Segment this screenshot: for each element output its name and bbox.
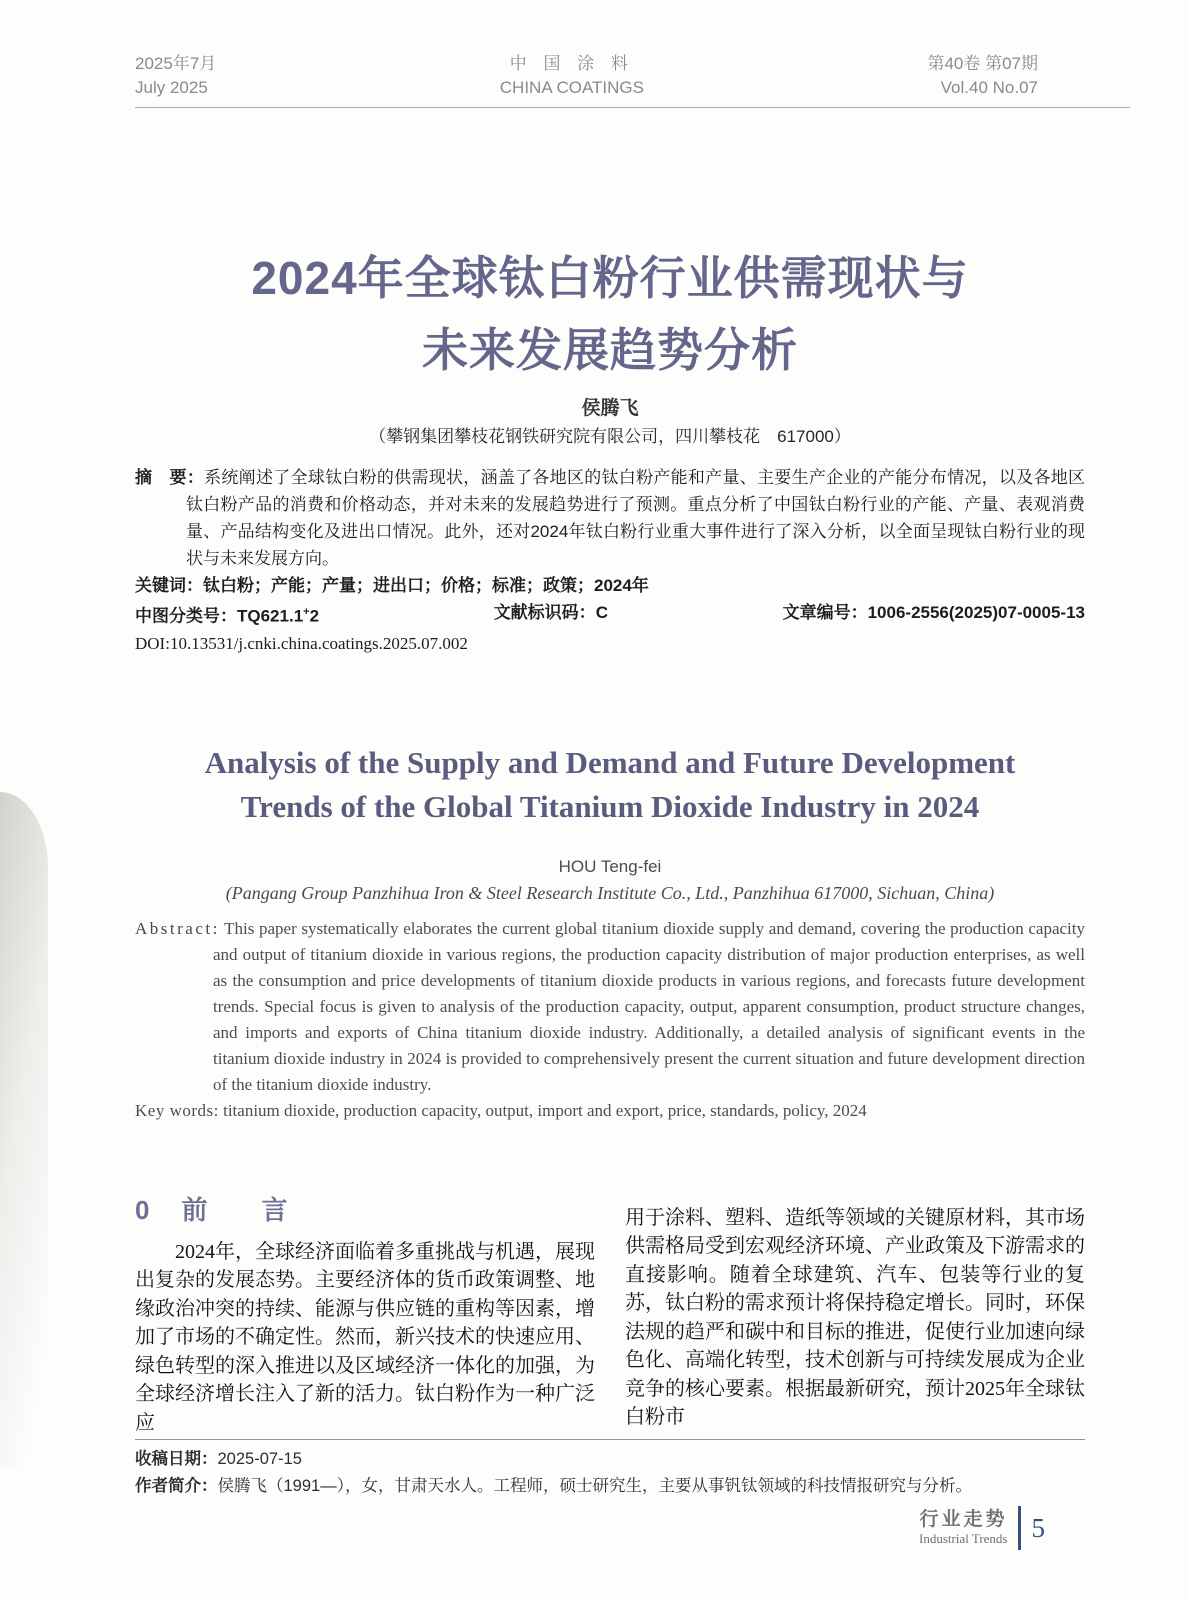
column-name-cn: 行业走势	[919, 1509, 1008, 1530]
keywords-en-label: Key words:	[135, 1100, 219, 1120]
journal-name-cn: 中 国 涂 料	[509, 54, 634, 73]
abstract-en-text: This paper systematically elaborates the current global titanium dioxide supply and demand, covering the production capacity and output of titanium dioxide in various regions, the production capacity distribution of major production enterprises, as well as the consumption and price developments of titanium dioxide products in various regions, and forecasts future development trends. Special focus is given to analysis of the production capacity, output, apparent consumption, product structure changes, and imports and exports of China titanium dioxide industry. Additionally, a detailed analysis of significant events in the titanium dioxide industry in 2024 is provided to comprehensively present the current situation and future development direction of the titanium dioxide industry.	[213, 918, 1085, 1094]
english-title	[135, 741, 1085, 829]
page-scan-shadow	[0, 792, 48, 1468]
english-title-line2: Trends of the Global Titanium Dioxide Industry in 2024	[240, 788, 980, 824]
article-title	[135, 242, 1085, 386]
document-code-label: 文献标识码：	[493, 603, 596, 622]
keywords-en-text: titanium dioxide, production capacity, output, import and export, price, standards, policy, 2024	[223, 1100, 867, 1120]
received-date-line	[135, 1446, 1085, 1473]
footnote	[135, 1439, 1085, 1500]
body-column-left	[135, 1188, 595, 1438]
article-id	[783, 599, 1085, 630]
journal-name-en: CHINA COATINGS	[499, 78, 644, 97]
page-number: 5	[1031, 1512, 1045, 1543]
clc-base: TQ621.1	[237, 606, 304, 626]
author-name: 侯腾飞	[581, 398, 639, 419]
abstract-cn-label: 摘 要：	[135, 468, 205, 487]
journal-date-cn: 2025年7月	[135, 54, 217, 73]
journal-date	[135, 52, 216, 100]
section-title: 前 言	[181, 1194, 302, 1225]
english-title-line1: Analysis of the Supply and Demand and Future Development	[204, 744, 1016, 780]
article-id-value: 1006-2556(2025)07-0005-13	[867, 603, 1085, 622]
abstract-en-label: Abstract:	[135, 918, 220, 938]
abstract-cn-text: 系统阐述了全球钛白粉的供需现状，涵盖了各地区的钛白粉产能和产量、主要生产企业的产能分布情况，以及各地区钛白粉产品的消费和价格动态，并对未来的发展趋势进行了预测。重点分析了中国钛白粉行业的产能、产量、表观消费量、产品结构变化及进出口情况。此外，还对2024年钛白粉行业重大事件进行了深入分析，以全面呈现钛白粉行业的现状与未来发展方向。	[186, 468, 1086, 568]
keywords-en	[135, 1098, 1085, 1124]
keywords-cn-text: 钛白粉；产能；产量；进出口；价格；标准；政策；2024年	[203, 576, 649, 595]
author-bio-line	[135, 1473, 1085, 1500]
document-code	[494, 599, 608, 630]
received-date-label: 收稿日期：	[135, 1450, 218, 1469]
journal-volume	[927, 52, 1130, 100]
received-date-value: 2025-07-15	[217, 1450, 302, 1469]
page-footer	[919, 1506, 1045, 1550]
body-paragraph-right: 用于涂料、塑料、造纸等领域的关键原材料，其市场供需格局受到宏观经济环境、产业政策及下游需求的直接影响。随着全球建筑、汽车、包装等行业的复苏，钛白粉的需求预计将保持稳定增长。同时，环保法规的趋严和碳中和目标的推进，促使行业加速向绿色化、高端化转型，技术创新与可持续发展成为企业竞争的核心要素。根据最新研究，预计2025年全球钛白粉市	[625, 1206, 1085, 1429]
page	[135, 0, 1085, 1500]
author-bio-text: 侯腾飞（1991—），女，甘肃天水人。工程师，硕士研究生，主要从事钒钛领域的科技情报研究与分析。	[217, 1477, 972, 1496]
column-name	[919, 1509, 1017, 1547]
body-columns	[135, 1188, 1085, 1438]
journal-name	[500, 52, 644, 100]
abstract-cn	[135, 464, 1085, 572]
clc-tail: 2	[309, 606, 320, 626]
journal-header	[135, 0, 1130, 108]
keywords-cn-label: 关键词：	[135, 576, 203, 595]
article-id-label: 文章编号：	[782, 603, 868, 622]
body-paragraph-left: 2024年，全球经济面临着多重挑战与机遇，展现出复杂的发展态势。主要经济体的货币政策调整、地缘政治冲突的持续、能源与供应链的重构等因素，增加了市场的不确定性。然而，新兴技术的快速应用、绿色转型的深入推进以及区域经济一体化的加强，为全球经济增长注入了新的活力。钛白粉作为一种广泛应	[135, 1240, 595, 1434]
article-title-line1: 2024年全球钛白粉行业供需现状与	[251, 252, 969, 304]
clc-superscript: +	[303, 606, 310, 618]
article-title-line2: 未来发展趋势分析	[422, 324, 798, 376]
section-heading	[135, 1188, 595, 1232]
english-author: HOU Teng-fei	[558, 856, 662, 876]
author-affiliation: （攀钢集团攀枝花钢铁研究院有限公司，四川攀枝花 617000）	[369, 427, 851, 446]
journal-volume-en: Vol.40 No.07	[940, 78, 1038, 97]
body-column-right	[625, 1188, 1085, 1438]
keywords-cn	[135, 572, 1085, 599]
document-code-value: C	[595, 603, 608, 622]
doi: DOI:10.13531/j.cnki.china.coatings.2025.07.002	[135, 633, 468, 653]
journal-volume-cn: 第40卷 第07期	[927, 54, 1038, 73]
section-number: 0	[135, 1194, 152, 1225]
clc-label: 中图分类号：	[135, 606, 237, 626]
article-meta-row	[135, 599, 1085, 630]
english-affiliation: (Pangang Group Panzhihua Iron & Steel Research Institute Co., Ltd., Panzhihua 617000, Sichuan, China)	[225, 882, 995, 903]
author-bio-label: 作者简介：	[135, 1477, 218, 1496]
column-name-en: Industrial Trends	[919, 1531, 1008, 1546]
clc-number	[135, 599, 319, 630]
abstract-en	[135, 916, 1085, 1098]
journal-date-en: July 2025	[135, 78, 208, 97]
